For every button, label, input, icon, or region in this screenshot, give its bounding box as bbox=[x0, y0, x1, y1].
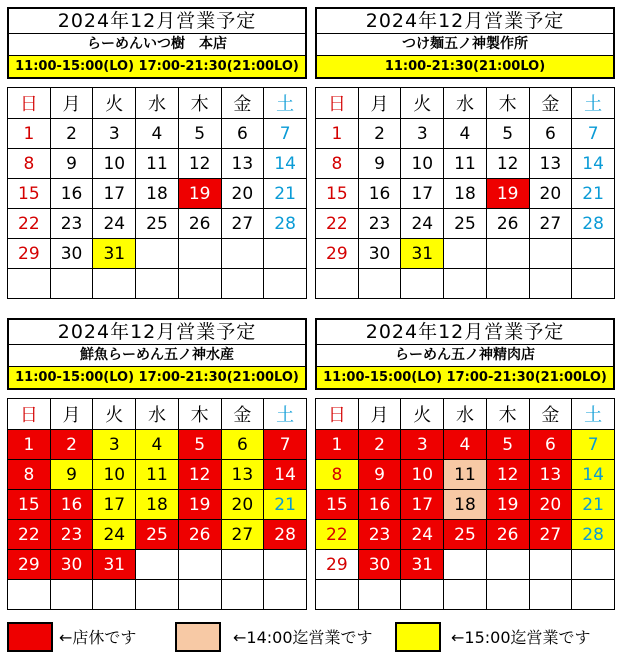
day-cell: 13 bbox=[221, 460, 264, 490]
day-cell: 10 bbox=[401, 460, 444, 490]
day-cell: 14 bbox=[572, 149, 615, 179]
weekday-label: 日 bbox=[8, 88, 51, 119]
calendar-grid bbox=[315, 398, 615, 610]
day-cell: 16 bbox=[50, 179, 93, 209]
empty-day-cell bbox=[529, 550, 572, 580]
week-row bbox=[8, 149, 307, 179]
panel-header bbox=[7, 318, 307, 390]
day-cell: 20 bbox=[529, 179, 572, 209]
weekday-label: 土 bbox=[572, 399, 615, 430]
day-cell: 21 bbox=[264, 179, 307, 209]
empty-day-cell bbox=[136, 550, 179, 580]
weekday-label: 金 bbox=[529, 399, 572, 430]
empty-day-cell bbox=[264, 239, 307, 269]
day-cell: 7 bbox=[264, 430, 307, 460]
weekday-label: 月 bbox=[50, 399, 93, 430]
weekday-label: 土 bbox=[264, 88, 307, 119]
day-cell: 12 bbox=[178, 460, 221, 490]
panel-seinikuten bbox=[315, 318, 615, 610]
day-cell: 23 bbox=[358, 209, 401, 239]
empty-day-cell bbox=[486, 580, 529, 610]
empty-day-cell bbox=[8, 580, 51, 610]
day-cell: 10 bbox=[401, 149, 444, 179]
day-cell: 3 bbox=[401, 430, 444, 460]
day-cell: 20 bbox=[221, 490, 264, 520]
weekday-label: 金 bbox=[221, 88, 264, 119]
empty-day-cell bbox=[221, 580, 264, 610]
store-name: つけ麺五ノ神製作所 bbox=[317, 34, 613, 56]
weekday-label: 土 bbox=[572, 88, 615, 119]
day-cell: 9 bbox=[50, 149, 93, 179]
weekday-label: 火 bbox=[401, 88, 444, 119]
day-cell: 21 bbox=[572, 490, 615, 520]
week-row bbox=[316, 520, 615, 550]
empty-day-cell bbox=[264, 580, 307, 610]
day-cell: 15 bbox=[8, 179, 51, 209]
weekday-label: 月 bbox=[358, 88, 401, 119]
week-row bbox=[316, 430, 615, 460]
day-cell: 1 bbox=[8, 430, 51, 460]
empty-day-cell bbox=[529, 269, 572, 299]
day-cell: 6 bbox=[221, 119, 264, 149]
day-cell: 8 bbox=[316, 460, 359, 490]
weekday-label: 水 bbox=[444, 88, 487, 119]
day-cell: 21 bbox=[572, 179, 615, 209]
day-cell: 24 bbox=[401, 209, 444, 239]
day-cell: 23 bbox=[50, 209, 93, 239]
empty-day-cell bbox=[316, 269, 359, 299]
empty-day-cell bbox=[178, 550, 221, 580]
day-cell: 14 bbox=[572, 460, 615, 490]
day-cell: 13 bbox=[529, 149, 572, 179]
day-cell: 28 bbox=[264, 209, 307, 239]
weekday-label: 土 bbox=[264, 399, 307, 430]
empty-day-cell bbox=[50, 580, 93, 610]
day-cell: 4 bbox=[444, 119, 487, 149]
empty-day-cell bbox=[572, 550, 615, 580]
empty-day-cell bbox=[444, 269, 487, 299]
day-cell: 5 bbox=[486, 430, 529, 460]
day-cell: 21 bbox=[264, 490, 307, 520]
day-cell: 29 bbox=[316, 550, 359, 580]
empty-day-cell bbox=[316, 580, 359, 610]
day-cell: 11 bbox=[136, 460, 179, 490]
day-cell: 12 bbox=[486, 460, 529, 490]
day-cell: 23 bbox=[50, 520, 93, 550]
empty-day-cell bbox=[572, 269, 615, 299]
week-row bbox=[316, 179, 615, 209]
weekday-label: 火 bbox=[401, 399, 444, 430]
empty-day-cell bbox=[572, 239, 615, 269]
week-row bbox=[316, 580, 615, 610]
day-cell: 9 bbox=[50, 460, 93, 490]
day-cell: 18 bbox=[444, 490, 487, 520]
day-cell: 2 bbox=[50, 119, 93, 149]
empty-day-cell bbox=[358, 269, 401, 299]
day-cell: 10 bbox=[93, 149, 136, 179]
until-1500-swatch bbox=[395, 622, 441, 652]
empty-day-cell bbox=[444, 550, 487, 580]
week-row bbox=[8, 179, 307, 209]
legend-closed-label: ←店休です bbox=[59, 628, 137, 647]
day-cell: 15 bbox=[316, 179, 359, 209]
week-row bbox=[8, 269, 307, 299]
weekday-label: 水 bbox=[136, 399, 179, 430]
day-cell: 7 bbox=[572, 430, 615, 460]
week-row bbox=[8, 430, 307, 460]
weekday-label: 木 bbox=[486, 399, 529, 430]
empty-day-cell bbox=[401, 269, 444, 299]
day-cell: 1 bbox=[316, 119, 359, 149]
panel-title: 2024年12月営業予定 bbox=[9, 9, 305, 34]
business-hours: 11:00-21:30(21:00LO) bbox=[317, 56, 613, 77]
day-cell: 4 bbox=[136, 430, 179, 460]
day-cell: 1 bbox=[316, 430, 359, 460]
day-cell: 25 bbox=[136, 520, 179, 550]
day-cell: 29 bbox=[8, 239, 51, 269]
day-cell: 24 bbox=[93, 209, 136, 239]
weekday-header-row bbox=[316, 399, 615, 430]
day-cell: 29 bbox=[316, 239, 359, 269]
calendar-grid bbox=[7, 87, 307, 299]
day-cell: 19 bbox=[486, 490, 529, 520]
day-cell: 17 bbox=[401, 179, 444, 209]
panel-title: 2024年12月営業予定 bbox=[317, 9, 613, 34]
empty-day-cell bbox=[572, 580, 615, 610]
empty-day-cell bbox=[486, 550, 529, 580]
day-cell: 27 bbox=[529, 209, 572, 239]
week-row bbox=[8, 550, 307, 580]
weekday-header-row bbox=[316, 88, 615, 119]
day-cell: 27 bbox=[221, 209, 264, 239]
empty-day-cell bbox=[486, 239, 529, 269]
calendar-grid bbox=[7, 398, 307, 610]
day-cell: 17 bbox=[93, 490, 136, 520]
day-cell: 26 bbox=[178, 520, 221, 550]
weekday-label: 金 bbox=[529, 88, 572, 119]
legend-until-1400-label: ←14:00迄営業です bbox=[233, 628, 373, 647]
day-cell: 17 bbox=[93, 179, 136, 209]
weekday-label: 火 bbox=[93, 88, 136, 119]
store-name: らーめんいつ樹 本店 bbox=[9, 34, 305, 56]
day-cell: 31 bbox=[401, 550, 444, 580]
day-cell: 22 bbox=[8, 520, 51, 550]
day-cell: 31 bbox=[93, 239, 136, 269]
day-cell: 11 bbox=[136, 149, 179, 179]
weekday-header-row bbox=[8, 88, 307, 119]
weekday-label: 日 bbox=[316, 88, 359, 119]
week-row bbox=[316, 269, 615, 299]
empty-day-cell bbox=[136, 580, 179, 610]
week-row bbox=[316, 209, 615, 239]
day-cell: 10 bbox=[93, 460, 136, 490]
weekday-label: 火 bbox=[93, 399, 136, 430]
day-cell: 25 bbox=[444, 520, 487, 550]
day-cell: 8 bbox=[316, 149, 359, 179]
weekday-label: 水 bbox=[136, 88, 179, 119]
day-cell: 22 bbox=[316, 520, 359, 550]
empty-day-cell bbox=[529, 239, 572, 269]
empty-day-cell bbox=[264, 550, 307, 580]
week-row bbox=[316, 460, 615, 490]
empty-day-cell bbox=[529, 580, 572, 610]
empty-day-cell bbox=[401, 580, 444, 610]
empty-day-cell bbox=[8, 269, 51, 299]
day-cell: 4 bbox=[444, 430, 487, 460]
day-cell: 13 bbox=[221, 149, 264, 179]
panel-suisan bbox=[7, 318, 307, 610]
day-cell: 14 bbox=[264, 149, 307, 179]
day-cell: 29 bbox=[8, 550, 51, 580]
day-cell: 27 bbox=[221, 520, 264, 550]
day-cell: 13 bbox=[529, 460, 572, 490]
day-cell: 16 bbox=[358, 179, 401, 209]
day-cell: 15 bbox=[316, 490, 359, 520]
empty-day-cell bbox=[178, 269, 221, 299]
day-cell: 15 bbox=[8, 490, 51, 520]
day-cell: 3 bbox=[93, 430, 136, 460]
panel-honten bbox=[7, 7, 307, 299]
week-row bbox=[316, 550, 615, 580]
day-cell: 26 bbox=[486, 520, 529, 550]
weekday-label: 日 bbox=[316, 399, 359, 430]
day-cell: 14 bbox=[264, 460, 307, 490]
day-cell: 30 bbox=[50, 550, 93, 580]
day-cell: 8 bbox=[8, 460, 51, 490]
day-cell: 20 bbox=[221, 179, 264, 209]
day-cell: 19 bbox=[178, 179, 221, 209]
week-row bbox=[8, 580, 307, 610]
week-row bbox=[316, 490, 615, 520]
day-cell: 1 bbox=[8, 119, 51, 149]
day-cell: 20 bbox=[529, 490, 572, 520]
day-cell: 18 bbox=[136, 490, 179, 520]
week-row bbox=[316, 239, 615, 269]
until-1400-swatch bbox=[175, 622, 221, 652]
day-cell: 28 bbox=[572, 520, 615, 550]
day-cell: 5 bbox=[178, 119, 221, 149]
day-cell: 7 bbox=[264, 119, 307, 149]
weekday-label: 日 bbox=[8, 399, 51, 430]
week-row bbox=[8, 119, 307, 149]
day-cell: 5 bbox=[178, 430, 221, 460]
day-cell: 22 bbox=[316, 209, 359, 239]
week-row bbox=[8, 520, 307, 550]
panel-header bbox=[7, 7, 307, 79]
weekday-label: 水 bbox=[444, 399, 487, 430]
day-cell: 5 bbox=[486, 119, 529, 149]
panel-header bbox=[315, 318, 615, 390]
empty-day-cell bbox=[178, 580, 221, 610]
week-row bbox=[316, 149, 615, 179]
day-cell: 28 bbox=[264, 520, 307, 550]
empty-day-cell bbox=[136, 269, 179, 299]
day-cell: 11 bbox=[444, 149, 487, 179]
day-cell: 2 bbox=[50, 430, 93, 460]
day-cell: 2 bbox=[358, 430, 401, 460]
day-cell: 27 bbox=[529, 520, 572, 550]
day-cell: 17 bbox=[401, 490, 444, 520]
empty-day-cell bbox=[486, 269, 529, 299]
panel-header bbox=[315, 7, 615, 79]
day-cell: 31 bbox=[401, 239, 444, 269]
week-row bbox=[8, 209, 307, 239]
day-cell: 16 bbox=[50, 490, 93, 520]
day-cell: 24 bbox=[401, 520, 444, 550]
empty-day-cell bbox=[358, 580, 401, 610]
day-cell: 4 bbox=[136, 119, 179, 149]
legend bbox=[7, 620, 617, 652]
empty-day-cell bbox=[264, 269, 307, 299]
day-cell: 25 bbox=[136, 209, 179, 239]
empty-day-cell bbox=[221, 550, 264, 580]
day-cell: 22 bbox=[8, 209, 51, 239]
weekday-label: 金 bbox=[221, 399, 264, 430]
empty-day-cell bbox=[444, 580, 487, 610]
empty-day-cell bbox=[93, 580, 136, 610]
weekday-label: 月 bbox=[358, 399, 401, 430]
day-cell: 6 bbox=[221, 430, 264, 460]
day-cell: 30 bbox=[50, 239, 93, 269]
week-row bbox=[8, 460, 307, 490]
empty-day-cell bbox=[444, 239, 487, 269]
empty-day-cell bbox=[136, 239, 179, 269]
closed-swatch bbox=[7, 622, 53, 652]
empty-day-cell bbox=[221, 239, 264, 269]
weekday-header-row bbox=[8, 399, 307, 430]
weekday-label: 月 bbox=[50, 88, 93, 119]
day-cell: 11 bbox=[444, 460, 487, 490]
store-name: らーめん五ノ神精肉店 bbox=[317, 345, 613, 367]
business-hours: 11:00-15:00(LO) 17:00-21:30(21:00LO) bbox=[9, 56, 305, 77]
day-cell: 26 bbox=[178, 209, 221, 239]
panel-title: 2024年12月営業予定 bbox=[9, 320, 305, 345]
day-cell: 23 bbox=[358, 520, 401, 550]
empty-day-cell bbox=[221, 269, 264, 299]
day-cell: 18 bbox=[136, 179, 179, 209]
day-cell: 8 bbox=[8, 149, 51, 179]
day-cell: 12 bbox=[178, 149, 221, 179]
day-cell: 28 bbox=[572, 209, 615, 239]
day-cell: 9 bbox=[358, 149, 401, 179]
day-cell: 30 bbox=[358, 550, 401, 580]
weekday-label: 木 bbox=[178, 399, 221, 430]
day-cell: 9 bbox=[358, 460, 401, 490]
day-cell: 25 bbox=[444, 209, 487, 239]
store-name: 鮮魚らーめん五ノ神水産 bbox=[9, 345, 305, 367]
day-cell: 6 bbox=[529, 430, 572, 460]
legend-until-1500-label: ←15:00迄営業です bbox=[451, 628, 591, 647]
business-hours: 11:00-15:00(LO) 17:00-21:30(21:00LO) bbox=[9, 367, 305, 388]
day-cell: 26 bbox=[486, 209, 529, 239]
day-cell: 3 bbox=[401, 119, 444, 149]
day-cell: 7 bbox=[572, 119, 615, 149]
weekday-label: 木 bbox=[486, 88, 529, 119]
weekday-label: 木 bbox=[178, 88, 221, 119]
empty-day-cell bbox=[178, 239, 221, 269]
week-row bbox=[316, 119, 615, 149]
business-hours: 11:00-15:00(LO) 17:00-21:30(21:00LO) bbox=[317, 367, 613, 388]
calendar-grid bbox=[315, 87, 615, 299]
day-cell: 19 bbox=[486, 179, 529, 209]
day-cell: 2 bbox=[358, 119, 401, 149]
empty-day-cell bbox=[50, 269, 93, 299]
day-cell: 3 bbox=[93, 119, 136, 149]
day-cell: 31 bbox=[93, 550, 136, 580]
empty-day-cell bbox=[93, 269, 136, 299]
panel-title: 2024年12月営業予定 bbox=[317, 320, 613, 345]
week-row bbox=[8, 490, 307, 520]
panel-seisakusho bbox=[315, 7, 615, 299]
day-cell: 24 bbox=[93, 520, 136, 550]
day-cell: 30 bbox=[358, 239, 401, 269]
week-row bbox=[8, 239, 307, 269]
day-cell: 19 bbox=[178, 490, 221, 520]
day-cell: 16 bbox=[358, 490, 401, 520]
day-cell: 6 bbox=[529, 119, 572, 149]
day-cell: 12 bbox=[486, 149, 529, 179]
day-cell: 18 bbox=[444, 179, 487, 209]
